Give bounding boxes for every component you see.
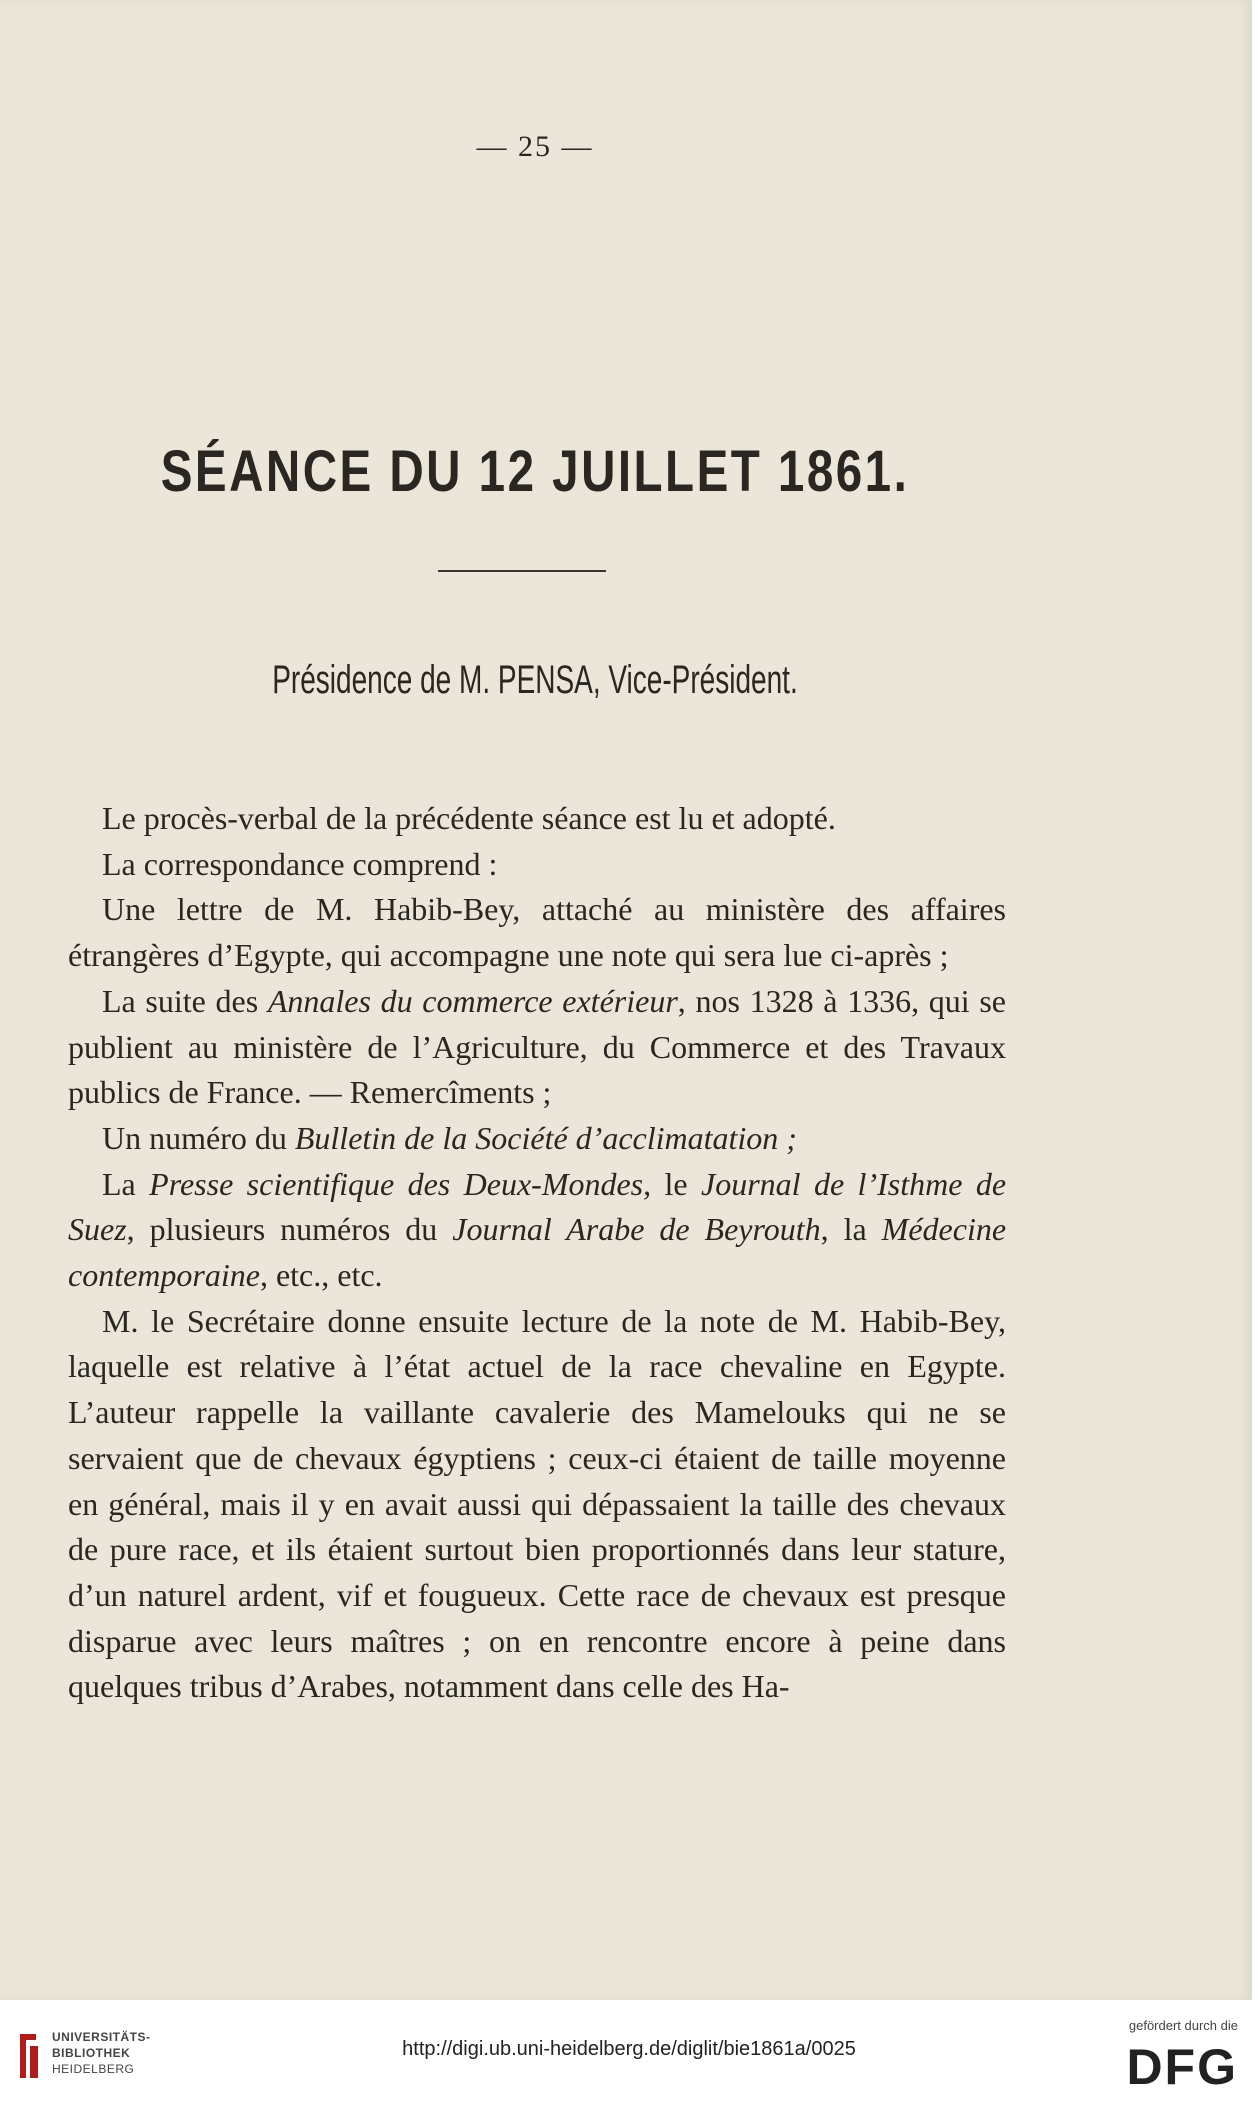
paragraph-presse xyxy=(68,1162,1006,1299)
text-run: , la xyxy=(820,1211,882,1248)
paragraph-proces-verbal: Le procès-verbal de la précédente séance est lu et adopté. xyxy=(102,800,836,836)
text-run: , plusieurs numéros du xyxy=(126,1211,453,1248)
funded-by-label: gefördert durch die xyxy=(1128,2018,1238,2033)
paragraph-bulletin xyxy=(68,1116,1006,1162)
title-annales: Annales du commerce extérieur xyxy=(267,982,678,1019)
page-title: SÉANCE DU 12 JUILLET 1861. xyxy=(160,439,910,504)
title-medecine: Médecine contemporaine xyxy=(68,1211,1007,1294)
page-number: — 25 — xyxy=(476,130,594,163)
text-run: , etc., etc. xyxy=(259,1257,383,1294)
library-name-line1: UNIVERSITÄTS- xyxy=(52,2030,151,2044)
text-run: , nos 1328 à 1336, qui se publient au ministère de l’Agriculture, du Commerce et des Travaux publics de France. — Remercîments ; xyxy=(68,982,1006,1111)
permalink-url[interactable]: http://digi.ub.uni-heidelberg.de/diglit/bie1861a/0025 xyxy=(402,2038,856,2060)
paragraph-correspondance: La correspondance comprend : xyxy=(102,845,498,882)
title-divider xyxy=(438,570,606,572)
title-journal-arabe: Journal Arabe de Beyrouth xyxy=(452,1211,821,1248)
paragraph-annales xyxy=(68,979,1006,1116)
title-presse: Presse scientifique des Deux-Mondes, xyxy=(149,1165,652,1202)
title-journal-isthme: Journal de l’Isthme de Suez xyxy=(68,1165,1007,1248)
text-run: La xyxy=(102,1165,150,1202)
body-text xyxy=(68,796,1006,1710)
text-run: Un numéro du xyxy=(102,1119,295,1156)
title-bulletin: Bulletin de la Société d’acclimatation ; xyxy=(294,1119,797,1156)
digitization-footer xyxy=(0,2000,1258,2102)
text-run: le xyxy=(651,1165,702,1202)
library-name-line2: BIBLIOTHEK xyxy=(52,2046,131,2060)
text-run: La suite des xyxy=(102,982,268,1019)
presidence-line: Présidence de M. PENSA, Vice-Président. xyxy=(272,658,798,702)
paragraph-lettre: Une lettre de M. Habib-Bey, attaché au ministère des affaires étrangères d’Egypte, qui accompagne une note qui sera lue ci-après ; xyxy=(68,891,1006,974)
library-name-line3: HEIDELBERG xyxy=(52,2062,135,2076)
paragraph-note-habib-bey: M. le Secrétaire donne ensuite lecture de la note de M. Habib-Bey, laquelle est relative à l’état actuel de la race chevaline en Egypte. L’auteur rappelle la vaillante cavalerie des Mamelouks qui ne se servaient que de chevaux égyptiens ; ceux-ci étaient de taille moyenne en général, mais il y en avait aussi qui dépassaient la taille des chevaux de pure race, et ils étaient surtout bien proportionnés dans leur stature, d’un naturel ardent, vif et fougueux. Cette race de chevaux est presque disparue avec leurs maîtres ; on en rencontre encore à peine dans quelques tribus d’Arabes, notamment dans celle des Ha- xyxy=(68,1302,1006,1705)
dfg-logo: DFG xyxy=(1126,2039,1238,2095)
